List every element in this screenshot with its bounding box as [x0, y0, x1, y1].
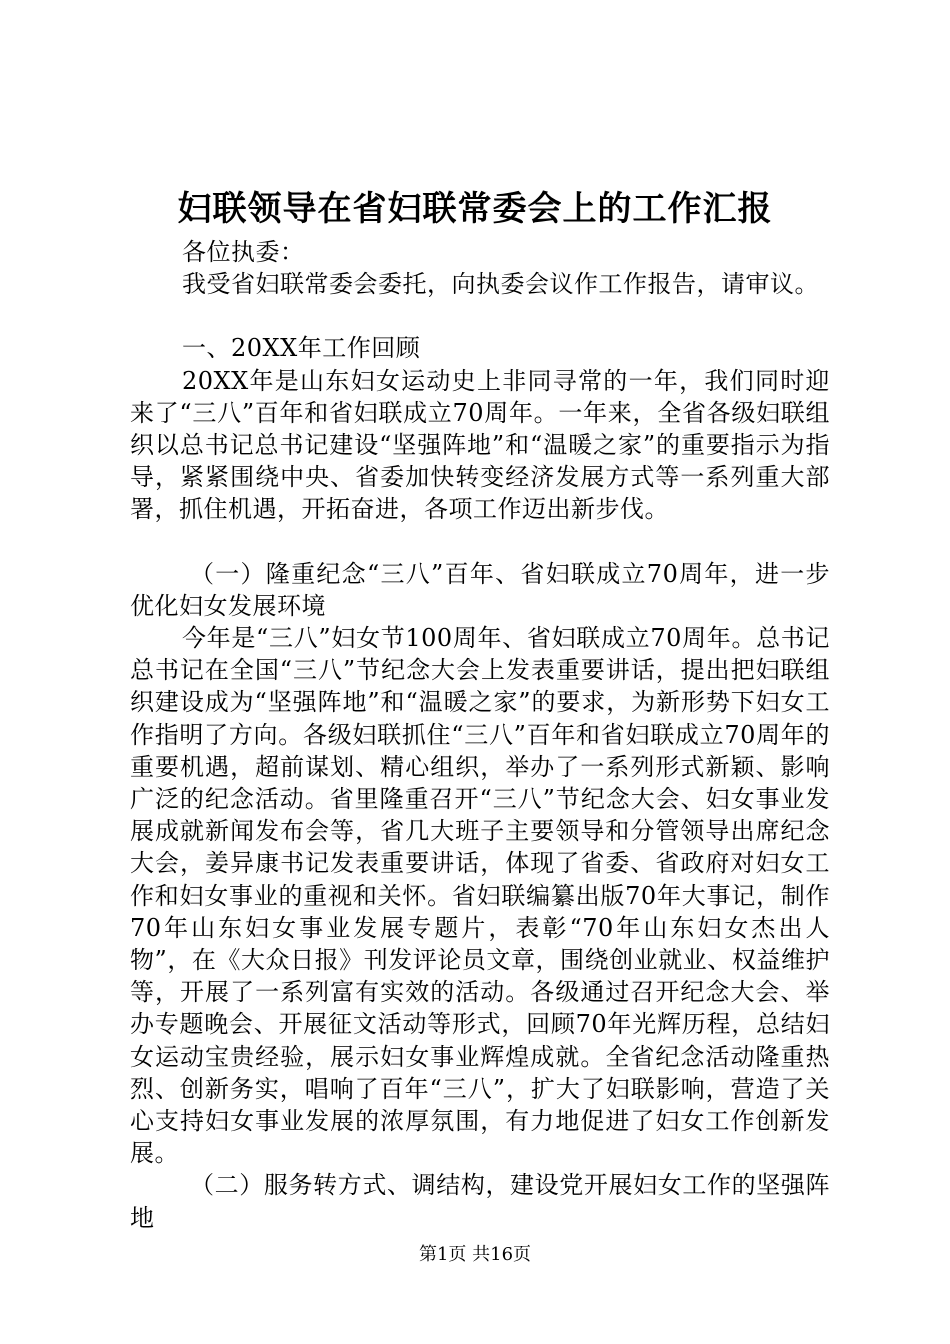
- subsection-1-paragraph: 今年是“三八”妇女节100周年、省妇联成立70周年。总书记总书记在全国“三八”节纪念大会上发表重要讲话，提出把妇联组织建设成为“坚强阵地”和“温暖之家”的要求，为新形势下妇女工作指明了方向。各级妇联抓住“三八”百年和省妇联成立70周年的重要机遇，超前谋划、精心组织，举办了一系列形式新颖、影响广泛的纪念活动。省里隆重召开“三八”节纪念大会、妇女事业发展成就新闻发布会等，省几大班子主要领导和分管领导出席纪念大会，姜异康书记发表重要讲话，体现了省委、省政府对妇女工作和妇女事业的重视和关怀。省妇联编纂出版70年大事记，制作70年山东妇女事业发展专题片，表彰“70年山东妇女杰出人物”，在《大众日报》刊发评论员文章，围绕创业就业、权益维护等，开展了一系列富有实效的活动。各级通过召开纪念大会、举办专题晚会、开展征文活动等形式，回顾70年光辉历程，总结妇女运动宝贵经验，展示妇女事业辉煌成就。全省纪念活动隆重热烈、创新务实，唱响了百年“三八”，扩大了妇联影响，营造了关心支持妇女事业发展的浓厚氛围，有力地促进了妇女工作创新发展。: [130, 624, 830, 1168]
- intro-paragraph: 我受省妇联常委会委托，向执委会议作工作报告，请审议。: [182, 270, 819, 299]
- salutation: 各位执委：: [182, 238, 305, 266]
- document-body: [130, 236, 830, 1234]
- page-number-footer: 第1页 共16页: [418, 1244, 532, 1265]
- subsection-heading-2: （二）服务转方式、调结构，建设党开展妇女工作的坚强阵地: [130, 1171, 830, 1232]
- subsection-heading-1: （一）隆重纪念“三八”百年、省妇联成立70周年，进一步优化妇女发展环境: [130, 559, 830, 620]
- document-title: 妇联领导在省妇联常委会上的工作汇报: [177, 189, 773, 229]
- section-heading-review: 一、20XX年工作回顾: [182, 334, 421, 363]
- review-paragraph: 20XX年是山东妇女运动史上非同寻常的一年，我们同时迎来了“三八”百年和省妇联成立70周年。一年来，全省各级妇联组织以总书记总书记建设“坚强阵地”和“温暖之家”的重要指示为指导，紧紧围绕中央、省委加快转变经济发展方式等一系列重大部署，抓住机遇，开拓奋进，各项工作迈出新步伐。: [130, 366, 830, 524]
